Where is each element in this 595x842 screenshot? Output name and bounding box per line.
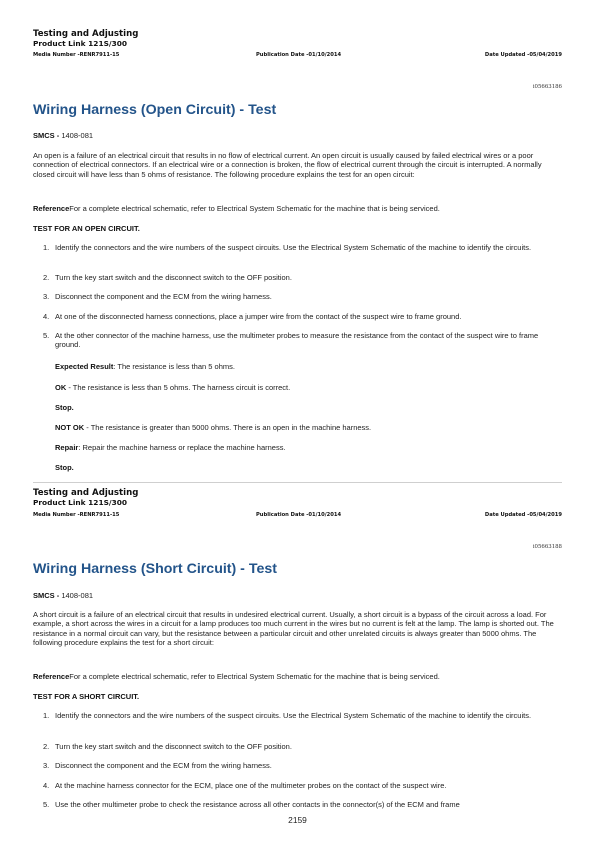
section2-intro: A short circuit is a failure of an electrical circuit that results in undesired electrical current. Usually, a short circuit is a bypass of the circuit across a load. For example, a short across the wires in a circuit for a lamp produces too much current in the wires but no current is felt at the lamp. The lamp is shorted out. The resistance in a normal circuit can vary, but the resistance between a particular circuit and other unrelated circuits is always greater than 5000 ohms. The following procedure explains the test for a short circuit: xyxy=(33,610,554,647)
smcs-label: SMCS - xyxy=(33,591,62,600)
section2-doc-id: i05663188 xyxy=(532,544,562,550)
section1-title: Wiring Harness (Open Circuit) - Test xyxy=(33,102,277,118)
page-header xyxy=(33,29,138,48)
ok-result: OK - The resistance is less than 5 ohms. The harness circuit is correct. xyxy=(55,383,291,392)
header-title: Testing and Adjusting xyxy=(33,488,139,498)
page-header xyxy=(33,488,138,507)
header-publication-date: Publication Date -01/10/2014 xyxy=(256,52,342,58)
header-product: Product Link 121S/300 xyxy=(33,39,128,48)
header-media-number: Media Number -RENR7911-15 xyxy=(33,512,120,518)
section2-step-text: Identify the connectors and the wire numbers of the suspect circuits. Use the Electrical System Schematic of the machine to identify the circuits. xyxy=(55,711,532,720)
section1-intro: An open is a failure of an electrical circuit that results in no flow of electrical current. An open circuit is usually caused by failed electrical wires or a poor connection of electrical connectors. If an electrical wire or a connection is broken, the flow of electrical current through the circuit is interrupted. A normally closed circuit will have less than 5 ohms of resistance. The following procedure explains the test for an open circuit: xyxy=(33,151,542,179)
not-ok-label: NOT OK xyxy=(55,423,85,432)
smcs-value: 1408-081 xyxy=(61,591,94,600)
section2-step-text: Turn the key start switch and the disconnect switch to the OFF position. xyxy=(55,742,292,751)
header-media-number: Media Number -RENR7911-15 xyxy=(33,52,120,58)
section2-step-text: Disconnect the component and the ECM from the wiring harness. xyxy=(55,761,272,770)
section1-doc-id: i05663186 xyxy=(532,84,562,90)
not-ok-result: NOT OK - The resistance is greater than 5000 ohms. There is an open in the machine harness. xyxy=(55,423,372,432)
stop-text: Stop. xyxy=(55,403,74,412)
section1-step-text: At one of the disconnected harness connections, place a jumper wire from the contact of the suspect wire to frame ground. xyxy=(55,312,462,321)
section1-step-text: Disconnect the component and the ECM from the wiring harness. xyxy=(55,292,272,301)
ok-label: OK xyxy=(55,383,67,392)
section1-step-text: Identify the connectors and the wire numbers of the suspect circuits. Use the Electrical System Schematic of the machine to identify the circuits. xyxy=(55,243,532,252)
section-divider xyxy=(33,482,562,483)
reference-text: For a complete electrical schematic, refer to Electrical System Schematic for the machine that is being serviced. xyxy=(69,672,440,681)
repair-result: Repair: Repair the machine harness or replace the machine harness. xyxy=(55,443,286,452)
section2-step-number: 3. xyxy=(43,761,50,770)
section2-smcs xyxy=(33,591,562,600)
reference-label: Reference xyxy=(33,672,70,681)
page-number: 2159 xyxy=(288,815,307,825)
section2-reference xyxy=(33,672,562,681)
section1-step-text: Turn the key start switch and the disconnect switch to the OFF position. xyxy=(55,273,292,282)
section1-reference xyxy=(33,204,562,213)
section1-smcs xyxy=(33,131,562,140)
header-product: Product Link 121S/300 xyxy=(33,498,128,507)
repair-label: Repair xyxy=(55,443,79,452)
section1-step-number: 4. xyxy=(43,312,50,321)
section2-step-text: At the machine harness connector for the ECM, place one of the multimeter probes on the contact of the suspect wire. xyxy=(55,781,447,790)
header-date-updated: Date Updated -05/04/2019 xyxy=(484,52,562,58)
expected-result: Expected Result: The resistance is less than 5 ohms. xyxy=(55,362,235,371)
reference-label: Reference xyxy=(33,204,70,213)
section2-step-number: 1. xyxy=(43,711,50,720)
header-publication-date: Publication Date -01/10/2014 xyxy=(256,512,342,518)
section1-step-number: 1. xyxy=(43,243,50,252)
header-title: Testing and Adjusting xyxy=(33,29,139,39)
smcs-label: SMCS - xyxy=(33,131,62,140)
section1-test-heading: TEST FOR AN OPEN CIRCUIT. xyxy=(33,224,140,233)
stop-text: Stop. xyxy=(55,463,74,472)
section1-step-number: 2. xyxy=(43,273,50,282)
header-date-updated: Date Updated -05/04/2019 xyxy=(484,512,562,518)
smcs-value: 1408-081 xyxy=(61,131,94,140)
section1-step-text: At the other connector of the machine harness, use the multimeter probes to measure the resistance from the contact of the suspect wire to frame ground. xyxy=(55,331,539,350)
section2-test-heading: TEST FOR A SHORT CIRCUIT. xyxy=(33,692,140,701)
section2-title: Wiring Harness (Short Circuit) - Test xyxy=(33,561,277,577)
section2-step-number: 5. xyxy=(43,800,50,809)
section2-step-number: 4. xyxy=(43,781,50,790)
section2-step-number: 2. xyxy=(43,742,50,751)
expected-result-label: Expected Result xyxy=(55,362,114,371)
reference-text: For a complete electrical schematic, refer to Electrical System Schematic for the machine that is being serviced. xyxy=(69,204,440,213)
section2-step-text: Use the other multimeter probe to check the resistance across all other contacts in the connector(s) of the ECM and frame xyxy=(55,800,460,809)
section1-step-number: 3. xyxy=(43,292,50,301)
section1-step-number: 5. xyxy=(43,331,50,340)
